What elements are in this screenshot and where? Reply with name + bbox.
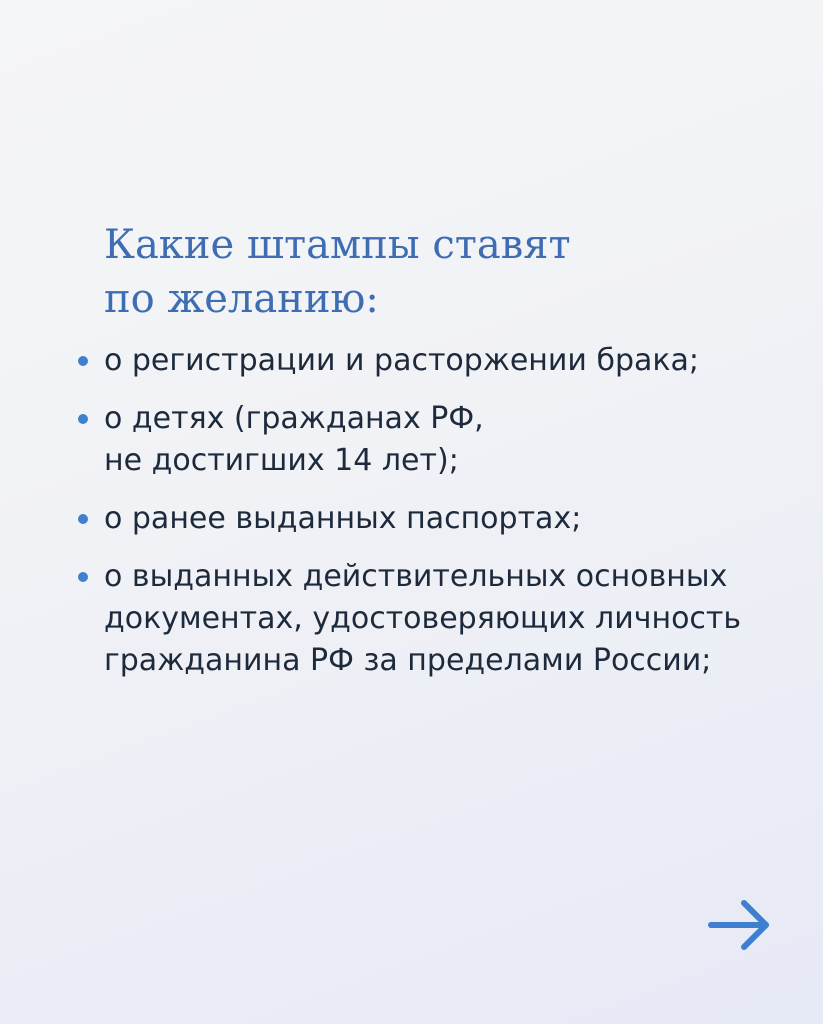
next-slide-button[interactable] (708, 898, 772, 952)
bullet-text: о детях (гражданах РФ, (104, 401, 484, 436)
bullet-dot-icon (78, 356, 88, 366)
bullet-text: о ранее выданных паспортах; (104, 501, 582, 536)
bullet-text: документах, удостоверяющих личность (104, 601, 742, 636)
slide-title (104, 218, 744, 326)
bullet-text: о выданных действительных основных (104, 559, 728, 594)
bullet-item-marriage (78, 340, 798, 382)
bullet-dot-icon (78, 414, 88, 424)
bullet-item-foreign-passports (78, 556, 798, 682)
bullet-list (78, 340, 798, 698)
bullet-item-children (78, 398, 798, 482)
bullet-text: гражданина РФ за пределами России; (104, 643, 712, 678)
title-line: по желанию: (104, 276, 379, 322)
arrow-right-icon (708, 898, 772, 952)
bullet-text: о регистрации и расторжении брака; (104, 343, 699, 378)
bullet-dot-icon (78, 572, 88, 582)
bullet-dot-icon (78, 514, 88, 524)
title-line: Какие штампы ставят (104, 222, 571, 268)
bullet-item-previous-passports (78, 498, 798, 540)
bullet-text: не достигших 14 лет); (104, 443, 459, 478)
